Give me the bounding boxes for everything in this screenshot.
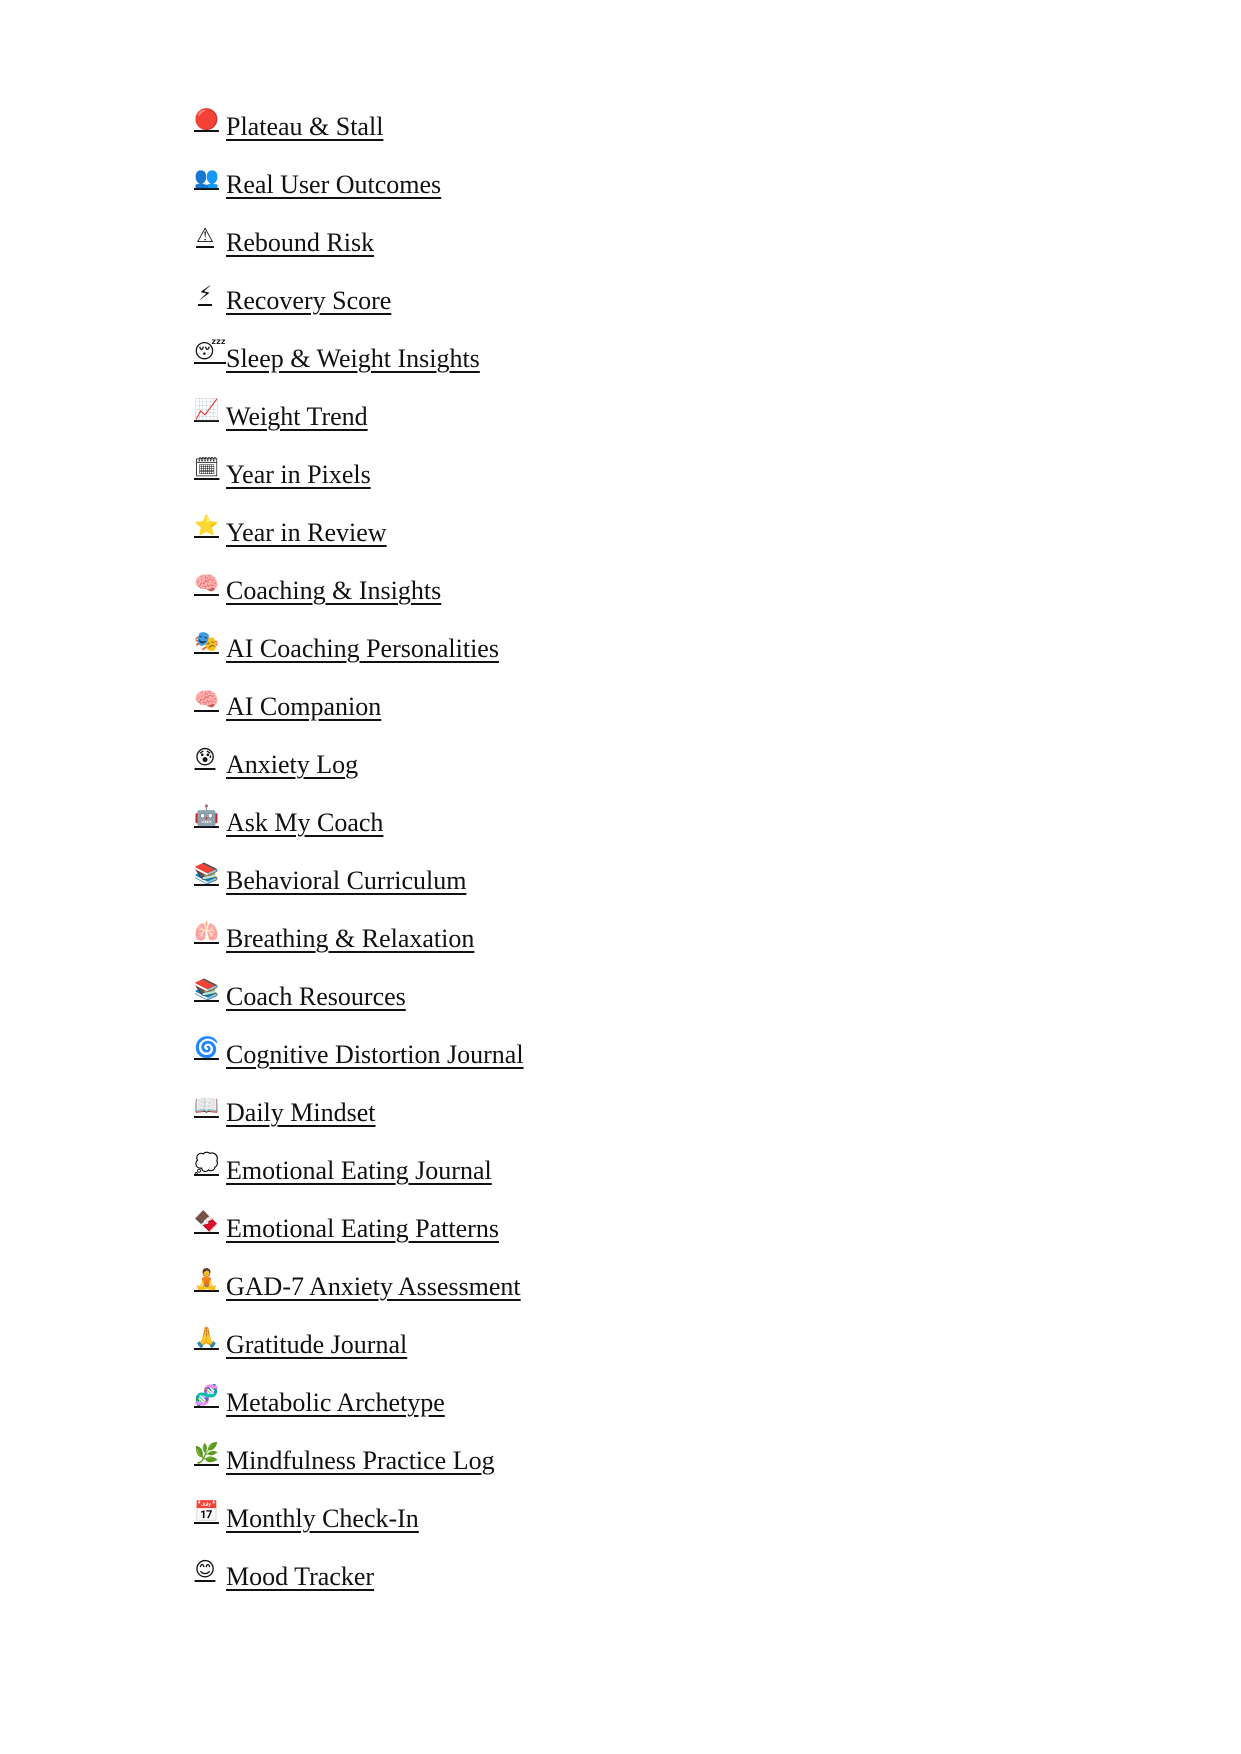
- nav-link-label: AI Companion: [226, 692, 382, 721]
- smiling-face-icon: 😊: [194, 1557, 216, 1581]
- nav-link[interactable]: [194, 977, 406, 1014]
- nav-link-label: Real User Outcomes: [226, 170, 442, 199]
- anxious-face-icon: 😰: [194, 745, 216, 769]
- nav-link[interactable]: [194, 339, 480, 376]
- books-icon: 📚: [194, 977, 219, 1001]
- list-item: [194, 1499, 524, 1560]
- nav-link[interactable]: [194, 745, 359, 782]
- dna-icon: 🧬: [194, 1383, 219, 1407]
- list-item: [194, 571, 524, 632]
- nav-link[interactable]: [194, 223, 375, 260]
- nav-link-label: Breathing & Relaxation: [226, 924, 475, 953]
- speech-bubble-icon: 💭: [194, 1151, 219, 1175]
- list-item: [194, 1035, 524, 1096]
- books-icon: 📚: [194, 861, 219, 885]
- nav-link[interactable]: [194, 1151, 492, 1188]
- nav-link[interactable]: [194, 513, 387, 550]
- nav-link-label: Metabolic Archetype: [226, 1388, 445, 1417]
- chart-increasing-icon: 📈: [194, 397, 219, 421]
- list-item: [194, 223, 524, 284]
- nav-link[interactable]: [194, 1383, 445, 1420]
- nav-link-label: Mood Tracker: [226, 1562, 375, 1591]
- nav-link[interactable]: [194, 919, 475, 956]
- nav-link[interactable]: [194, 571, 442, 608]
- nav-link[interactable]: [194, 397, 368, 434]
- red-circle-icon: 🔴: [194, 107, 219, 131]
- nav-link[interactable]: [194, 455, 371, 492]
- nav-link[interactable]: [194, 1209, 499, 1246]
- nav-link-label: Plateau & Stall: [226, 112, 384, 141]
- list-item: [194, 455, 524, 516]
- brain-icon: 🧠: [194, 571, 219, 595]
- list-item: [194, 1267, 524, 1328]
- cyclone-icon: 🌀: [194, 1035, 219, 1059]
- calendar-17-icon: 📅: [194, 1499, 219, 1523]
- nav-link-label: AI Coaching Personalities: [226, 634, 499, 663]
- nav-link[interactable]: [194, 165, 442, 202]
- nav-link[interactable]: [194, 1557, 375, 1594]
- nav-link[interactable]: [194, 1267, 521, 1304]
- folded-hands-icon: 🙏: [194, 1325, 219, 1349]
- list-item: [194, 281, 524, 342]
- nav-link[interactable]: [194, 861, 467, 898]
- nav-link-label: Weight Trend: [226, 402, 368, 431]
- list-item: [194, 107, 524, 168]
- nav-link[interactable]: [194, 281, 392, 318]
- nav-link-label: Anxiety Log: [226, 750, 359, 779]
- nav-link-label: Behavioral Curriculum: [226, 866, 467, 895]
- list-item: [194, 513, 524, 574]
- list-item: [194, 1557, 524, 1618]
- open-book-icon: 📖: [194, 1093, 219, 1117]
- list-item: [194, 1441, 524, 1502]
- list-item: [194, 977, 524, 1038]
- list-item: [194, 397, 524, 458]
- list-item: [194, 1325, 524, 1386]
- lungs-icon: 🫁: [194, 919, 219, 943]
- nav-link-label: Cognitive Distortion Journal: [226, 1040, 524, 1069]
- nav-link[interactable]: [194, 803, 384, 840]
- list-item: [194, 629, 524, 690]
- nav-link[interactable]: [194, 629, 499, 666]
- herb-icon: 🌿: [194, 1441, 219, 1465]
- star-icon: ⭐: [194, 513, 219, 537]
- nav-link-label: Gratitude Journal: [226, 1330, 408, 1359]
- nav-link-label: Sleep & Weight Insights: [226, 344, 480, 373]
- meditation-icon: 🧘: [194, 1267, 219, 1291]
- nav-link-label: Coaching & Insights: [226, 576, 442, 605]
- robot-icon: 🤖: [194, 803, 219, 827]
- nav-link[interactable]: [194, 687, 382, 724]
- warning-icon: ⚠: [196, 223, 214, 247]
- nav-link-label: Emotional Eating Patterns: [226, 1214, 499, 1243]
- nav-link[interactable]: [194, 107, 384, 144]
- nav-link-label: Mindfulness Practice Log: [226, 1446, 495, 1475]
- nav-link-label: Emotional Eating Journal: [226, 1156, 492, 1185]
- link-list: [194, 107, 524, 1618]
- list-item: [194, 1209, 524, 1270]
- list-item: [194, 339, 524, 400]
- nav-link-label: Recovery Score: [226, 286, 392, 315]
- sleeping-face-icon: 😴: [194, 339, 227, 363]
- nav-link-label: Year in Pixels: [226, 460, 371, 489]
- list-item: [194, 745, 524, 806]
- nav-link-label: Daily Mindset: [226, 1098, 376, 1127]
- list-item: [194, 1093, 524, 1154]
- lightning-icon: ⚡: [197, 281, 213, 305]
- list-item: [194, 1383, 524, 1444]
- nav-link-label: Rebound Risk: [226, 228, 375, 257]
- nav-link-label: Coach Resources: [226, 982, 406, 1011]
- nav-link[interactable]: [194, 1499, 419, 1536]
- nav-link[interactable]: [194, 1035, 524, 1072]
- list-item: [194, 919, 524, 980]
- users-icon: 👥: [194, 165, 219, 189]
- performing-arts-icon: 🎭: [194, 629, 219, 653]
- nav-link-label: GAD-7 Anxiety Assessment: [226, 1272, 521, 1301]
- nav-link[interactable]: [194, 1441, 495, 1478]
- brain-icon: 🧠: [194, 687, 219, 711]
- list-item: [194, 861, 524, 922]
- nav-link[interactable]: [194, 1325, 408, 1362]
- nav-link-label: Ask My Coach: [226, 808, 384, 837]
- nav-link-label: Monthly Check-In: [226, 1504, 419, 1533]
- list-item: [194, 687, 524, 748]
- nav-link-label: Year in Review: [226, 518, 387, 547]
- list-item: [194, 165, 524, 226]
- chocolate-icon: 🍫: [194, 1209, 219, 1233]
- list-item: [194, 1151, 524, 1212]
- nav-link[interactable]: [194, 1093, 376, 1130]
- list-item: [194, 803, 524, 864]
- calendar-icon: 🗓: [194, 455, 220, 479]
